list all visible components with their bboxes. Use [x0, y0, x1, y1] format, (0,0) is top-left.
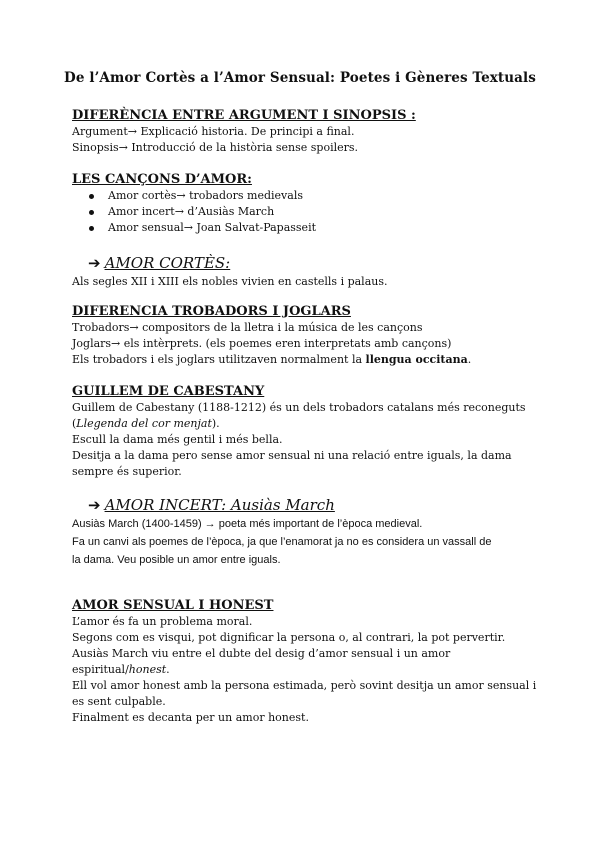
bullet-icon [89, 194, 94, 199]
bold-text: llengua occitana [365, 353, 468, 366]
section-heading-amor-cortes [88, 254, 230, 272]
text-line: es sent culpable. [72, 695, 166, 708]
text-line: Desitja a la dama pero sense amor sensual ni una relació entre iguals, la dama [72, 449, 512, 462]
bullet-icon [89, 226, 94, 231]
text-run: Els trobadors i els joglars utilitzaven normalment la [72, 353, 366, 366]
text-line: Als segles XII i XIII els nobles vivien en castells i palaus. [72, 275, 388, 288]
text-line: L’amor és fa un problema moral. [72, 615, 253, 628]
arrow-icon: ➔ [88, 496, 101, 514]
section-heading: GUILLEM DE CABESTANY [72, 384, 265, 399]
text-line: Joglars→ els intèrprets. (els poemes eren interpretats amb cançons) [72, 337, 452, 350]
text-line: Segons com es visqui, pot dignificar la persona o, al contrari, la pot pervertir. [72, 631, 506, 644]
text-run: ). [211, 417, 220, 430]
text-line: Guillem de Cabestany (1188-1212) és un dels trobadors catalans més reconeguts [72, 401, 526, 414]
text-line: Escull la dama més gentil i més bella. [72, 433, 283, 446]
text-run: . [166, 663, 170, 676]
section-argument-sinopsis [72, 108, 532, 156]
list-item [72, 220, 532, 236]
section-heading-label: AMOR INCERT: Ausiàs March [104, 496, 335, 514]
section-heading: LES CANÇONS D’AMOR: [72, 172, 252, 187]
text-run: espiritual/ [72, 663, 129, 676]
italic-text: honest [128, 663, 167, 676]
text-line: Ell vol amor honest amb la persona estimada, però sovint desitja un amor sensual i [72, 679, 537, 692]
arrow-icon: ➔ [88, 254, 101, 272]
italic-text: Llegenda del cor menjat [76, 417, 212, 430]
list-item-text: Amor cortès→ trobadors medievals [108, 189, 303, 202]
list-item [72, 188, 532, 204]
text-line: Argument→ Explicació historia. De principi a final. [72, 125, 355, 138]
text-line: Finalment es decanta per un amor honest. [72, 711, 309, 724]
section-amor-sensual-honest [72, 598, 537, 726]
text-line [72, 416, 532, 432]
text-run: ( [72, 417, 77, 430]
bullet-icon [89, 210, 94, 215]
section-heading-label: AMOR CORTÈS: [104, 254, 231, 272]
section-amor-incert-body [72, 515, 532, 569]
page-title: De l’Amor Cortès a l’Amor Sensual: Poetes i Gèneres Textuals [64, 70, 536, 86]
text-line: la dama. Veu posible un amor entre iguals. [72, 554, 281, 566]
section-heading: AMOR SENSUAL I HONEST [72, 598, 274, 613]
section-trobadors-joglars [72, 304, 532, 368]
text-line: Sinopsis→ Introducció de la història sense spoilers. [72, 141, 359, 154]
section-amor-cortes-body [72, 274, 532, 290]
section-heading: DIFERÈNCIA ENTRE ARGUMENT I SINOPSIS : [72, 108, 416, 123]
text-line: Trobadors→ compositors de la lletra i la música de les cançons [72, 321, 423, 334]
text-run: . [467, 353, 472, 366]
text-line [72, 352, 532, 368]
text-line: Ausiàs March (1400-1459) → poeta més important de l’època medieval. [72, 518, 423, 530]
section-cancons-amor [72, 172, 532, 236]
text-line: Ausiàs March viu entre el dubte del desig d’amor sensual i un amor [72, 647, 451, 660]
list-item [72, 204, 532, 220]
list-item-text: Amor sensual→ Joan Salvat-Papasseit [108, 221, 317, 234]
section-heading: DIFERENCIA TROBADORS I JOGLARS [72, 304, 351, 319]
section-heading-amor-incert [88, 496, 335, 514]
text-line: sempre és superior. [72, 465, 182, 478]
bullet-list [72, 188, 532, 236]
list-item-text: Amor incert→ d’Ausiàs March [108, 205, 275, 218]
section-guillem-cabestany [72, 384, 532, 480]
text-line: Fa un canvi als poemes de l’època, ja que l’enamorat ja no es considera un vassall de [72, 536, 492, 548]
text-line [72, 662, 532, 678]
